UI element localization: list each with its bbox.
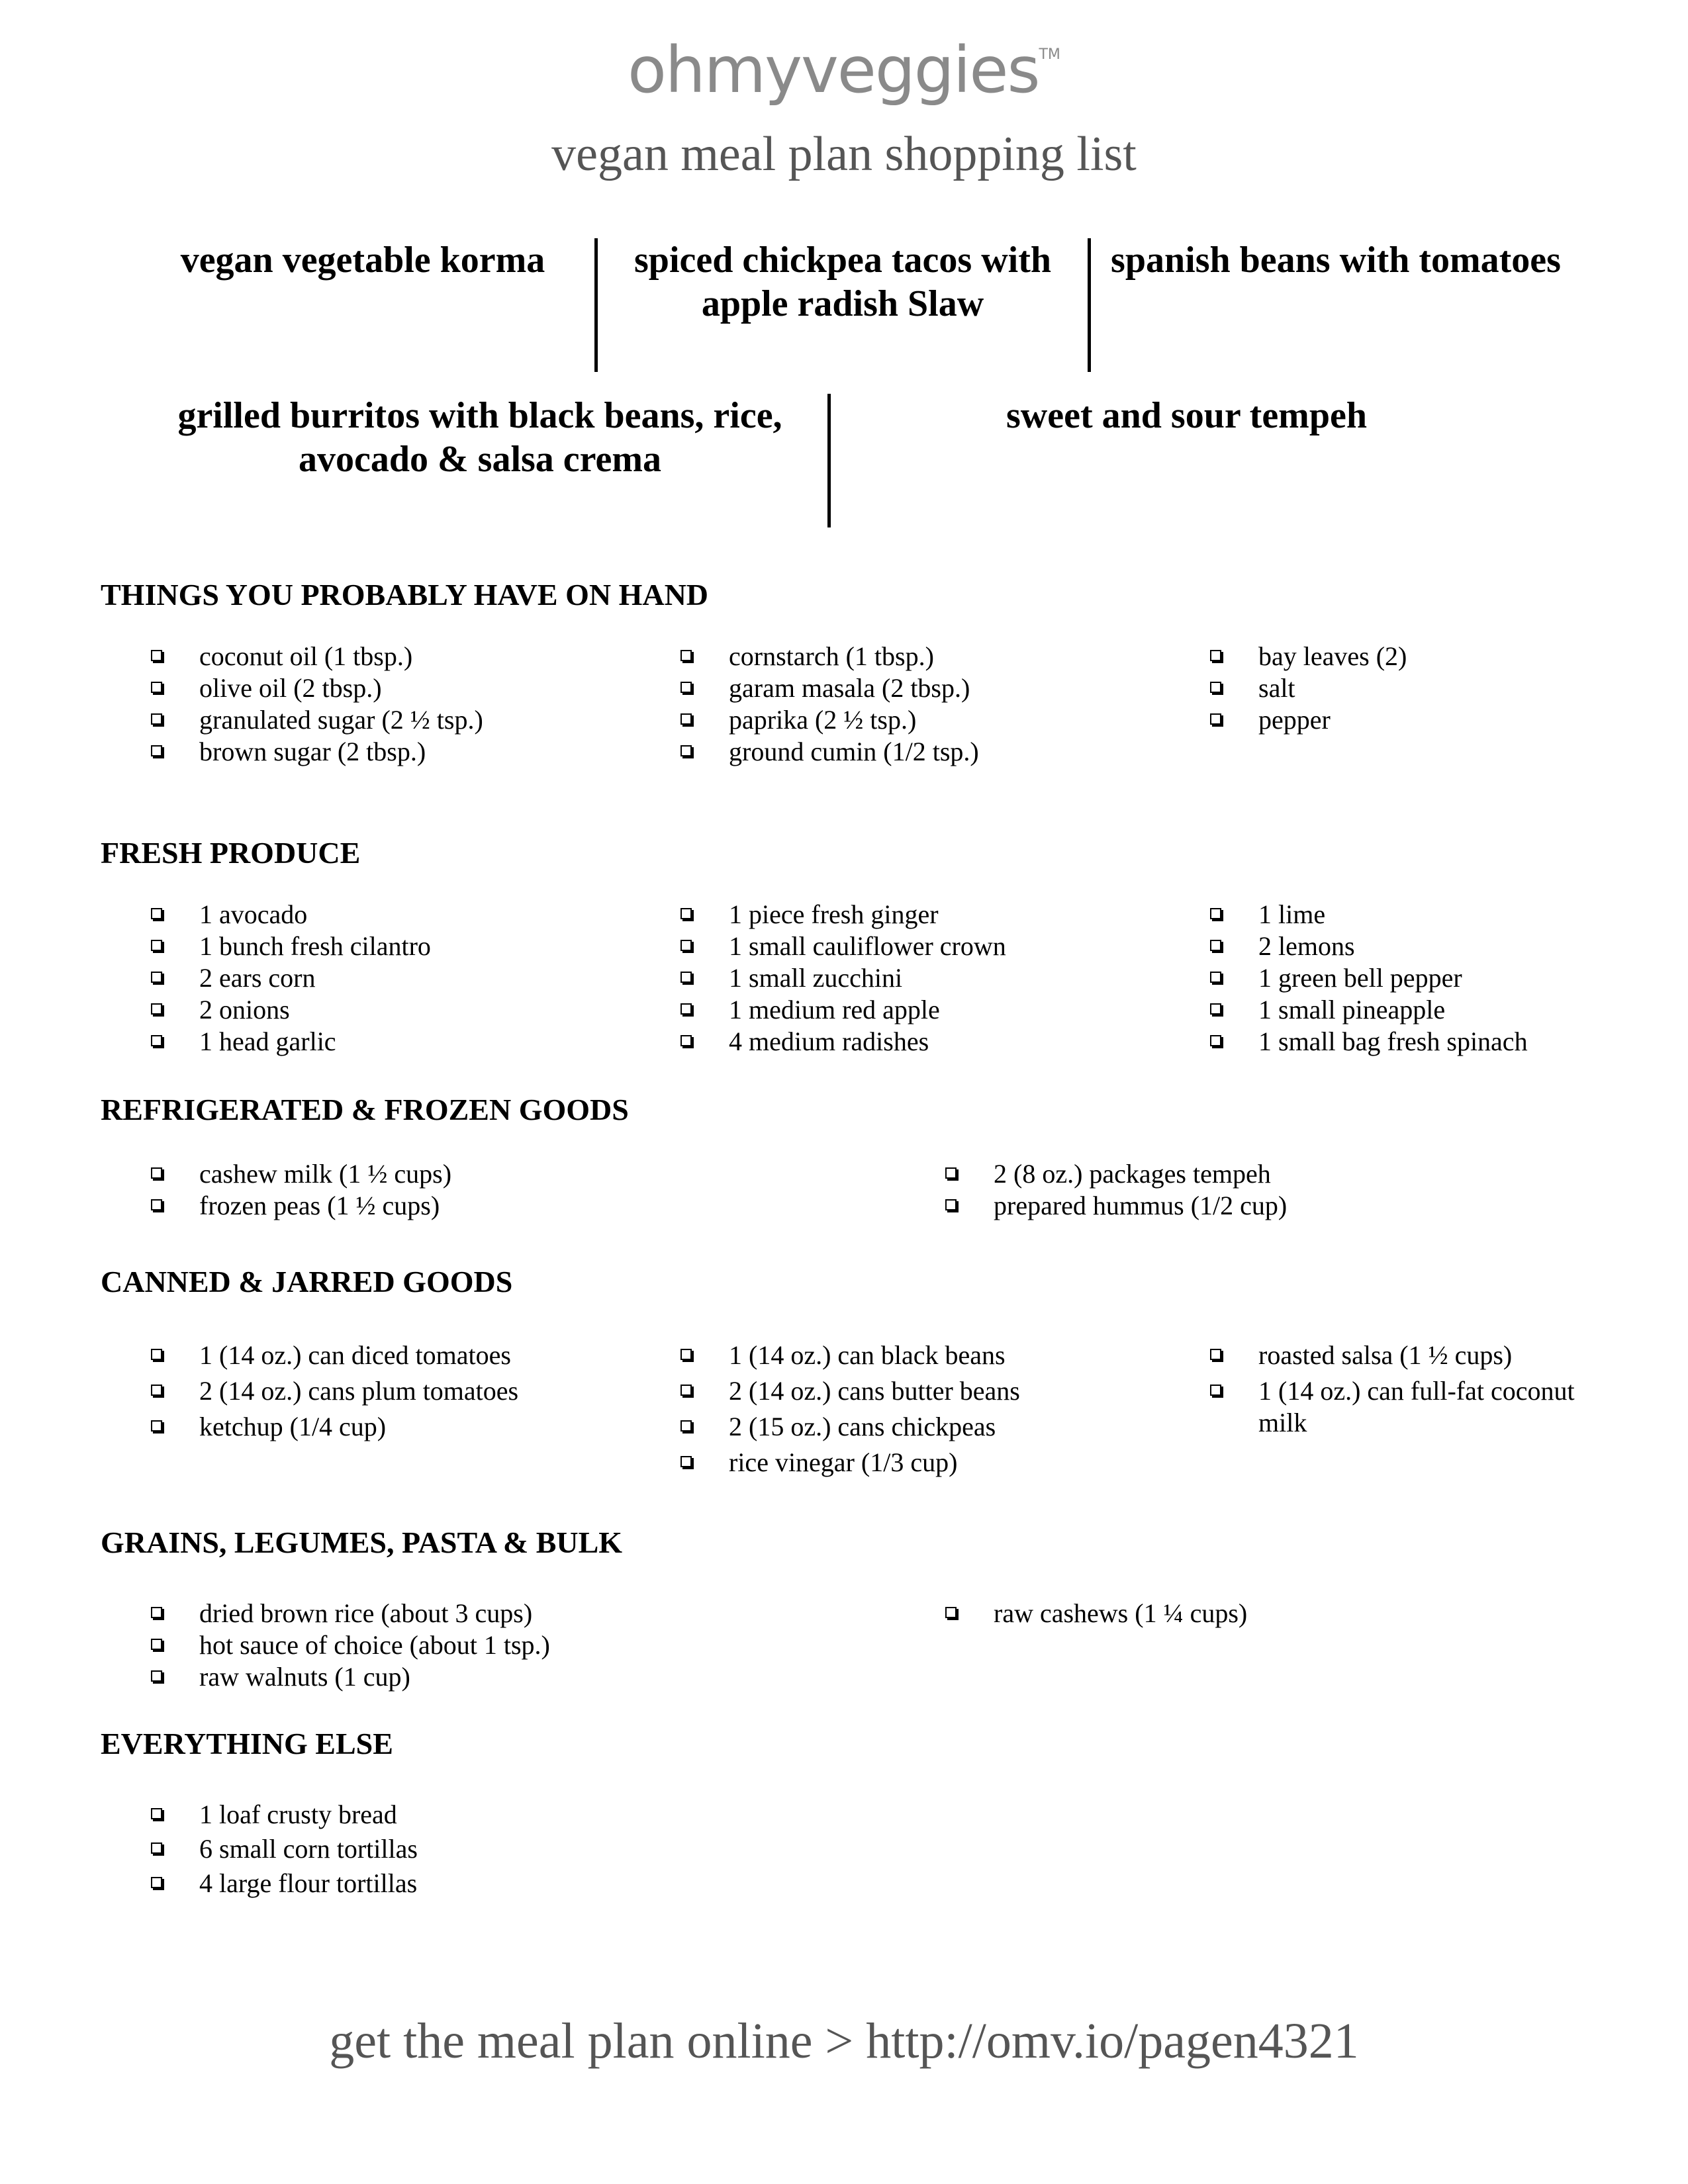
- on-hand-list-col3: [1207, 641, 1631, 736]
- item-label: 2 (8 oz.) packages tempeh: [994, 1159, 1271, 1189]
- canned-list-col3: [1207, 1340, 1618, 1439]
- grains-list-col2: [943, 1598, 1605, 1629]
- section-title-canned: CANNED & JARRED GOODS: [101, 1265, 513, 1298]
- trademark-mark: TM: [1039, 46, 1060, 63]
- list-item: [943, 1190, 1605, 1222]
- item-label: cashew milk (1 ½ cups): [199, 1159, 452, 1189]
- checkbox-icon[interactable]: [151, 1199, 162, 1210]
- checkbox-icon[interactable]: [1210, 650, 1221, 661]
- checkbox-icon[interactable]: [151, 1670, 162, 1682]
- list-item: [678, 736, 1181, 768]
- list-item: [678, 704, 1181, 736]
- checkbox-icon[interactable]: [151, 1607, 162, 1618]
- produce-list-col1: [148, 899, 651, 1058]
- list-item: [1207, 1375, 1618, 1439]
- grains-list-col1: [148, 1598, 876, 1693]
- checkbox-icon[interactable]: [151, 1420, 162, 1432]
- refrigerated-list-col1: [148, 1158, 876, 1222]
- item-label: 1 bunch fresh cilantro: [199, 931, 431, 961]
- list-item: [1207, 962, 1658, 994]
- page-title: vegan meal plan shopping list: [551, 127, 1137, 181]
- item-label: 2 (14 oz.) cans butter beans: [729, 1376, 1020, 1406]
- list-item: [678, 672, 1181, 704]
- section-title-produce: FRESH PRODUCE: [101, 836, 361, 870]
- checkbox-icon[interactable]: [945, 1167, 957, 1179]
- checkbox-icon[interactable]: [680, 908, 692, 919]
- checkbox-icon[interactable]: [680, 972, 692, 983]
- item-label: 1 lime: [1258, 899, 1326, 929]
- item-label: 1 (14 oz.) can full-fat coconut milk: [1258, 1376, 1575, 1437]
- list-item: [678, 1375, 1181, 1407]
- item-label: 1 head garlic: [199, 1026, 336, 1056]
- checkbox-icon[interactable]: [680, 1456, 692, 1467]
- list-item: [1207, 1340, 1618, 1371]
- checkbox-icon[interactable]: [151, 1808, 162, 1819]
- item-label: bay leaves (2): [1258, 641, 1407, 671]
- list-item: [148, 1629, 876, 1661]
- checkbox-icon[interactable]: [1210, 940, 1221, 951]
- checkbox-icon[interactable]: [680, 745, 692, 756]
- list-item: [678, 994, 1181, 1026]
- item-label: 4 large flour tortillas: [199, 1868, 418, 1898]
- checkbox-icon[interactable]: [680, 1035, 692, 1046]
- list-item: [148, 736, 651, 768]
- checkbox-icon[interactable]: [680, 650, 692, 661]
- item-label: 2 onions: [199, 995, 290, 1024]
- meal-title: spanish beans with tomatoes: [1111, 240, 1561, 281]
- checkbox-icon[interactable]: [680, 1385, 692, 1396]
- checkbox-icon[interactable]: [151, 972, 162, 983]
- list-item: [148, 1661, 876, 1693]
- list-item: [678, 1340, 1181, 1371]
- checkbox-icon[interactable]: [1210, 713, 1221, 725]
- list-item: [148, 704, 651, 736]
- list-item: [678, 1447, 1181, 1479]
- list-item: [148, 962, 651, 994]
- checkbox-icon[interactable]: [151, 1167, 162, 1179]
- list-item: [148, 1411, 545, 1443]
- checkbox-icon[interactable]: [680, 713, 692, 725]
- checkbox-icon[interactable]: [1210, 1385, 1221, 1396]
- checkbox-icon[interactable]: [680, 682, 692, 693]
- list-item: [1207, 994, 1658, 1026]
- item-label: raw cashews (1 ¼ cups): [994, 1598, 1248, 1628]
- item-label: 2 (15 oz.) cans chickpeas: [729, 1412, 996, 1441]
- item-label: 1 green bell pepper: [1258, 963, 1462, 993]
- checkbox-icon[interactable]: [1210, 972, 1221, 983]
- checkbox-icon[interactable]: [151, 1877, 162, 1888]
- item-label: garam masala (2 tbsp.): [729, 673, 970, 703]
- item-label: roasted salsa (1 ½ cups): [1258, 1340, 1513, 1370]
- item-label: brown sugar (2 tbsp.): [199, 737, 426, 766]
- meal-plan-link-footer: get the meal plan online > http://omv.io/pagen4321: [329, 2013, 1359, 2069]
- list-item: [1207, 641, 1631, 672]
- checkbox-icon[interactable]: [680, 1420, 692, 1432]
- checkbox-icon[interactable]: [1210, 908, 1221, 919]
- checkbox-icon[interactable]: [151, 1843, 162, 1854]
- checkbox-icon[interactable]: [151, 1003, 162, 1015]
- item-label: dried brown rice (about 3 cups): [199, 1598, 533, 1628]
- produce-list-col3: [1207, 899, 1658, 1058]
- checkbox-icon[interactable]: [151, 745, 162, 756]
- item-label: 1 (14 oz.) can black beans: [729, 1340, 1006, 1370]
- list-item: [148, 1190, 876, 1222]
- list-item: [1207, 672, 1631, 704]
- meal-title: sweet and sour tempeh: [1006, 395, 1367, 436]
- brand-logo: [0, 33, 1688, 107]
- item-label: pepper: [1258, 705, 1331, 735]
- checkbox-icon[interactable]: [1210, 1003, 1221, 1015]
- item-label: 1 piece fresh ginger: [729, 899, 939, 929]
- list-item: [148, 1026, 651, 1058]
- meal-row-2: [132, 394, 1542, 527]
- checkbox-icon[interactable]: [151, 1035, 162, 1046]
- item-label: 2 (14 oz.) cans plum tomatoes: [199, 1376, 519, 1406]
- list-item: [678, 962, 1181, 994]
- item-label: 1 avocado: [199, 899, 308, 929]
- meal-row-1: [131, 238, 1581, 372]
- list-item: [148, 1833, 876, 1865]
- item-label: 1 loaf crusty bread: [199, 1799, 397, 1829]
- section-title-everything-else: EVERYTHING ELSE: [101, 1727, 393, 1760]
- on-hand-list-col1: [148, 641, 651, 768]
- list-item: [148, 1598, 876, 1629]
- list-item: [148, 1340, 545, 1371]
- checkbox-icon[interactable]: [680, 1003, 692, 1015]
- checkbox-icon[interactable]: [945, 1199, 957, 1210]
- canned-list-col2: [678, 1340, 1181, 1479]
- produce-list-col2: [678, 899, 1181, 1058]
- everything-else-list: [148, 1799, 876, 1899]
- list-item: [148, 899, 651, 931]
- checkbox-icon[interactable]: [151, 682, 162, 693]
- list-item: [148, 1868, 876, 1899]
- list-item: [1207, 1026, 1658, 1058]
- item-label: ketchup (1/4 cup): [199, 1412, 387, 1441]
- list-item: [148, 641, 651, 672]
- item-label: 2 ears corn: [199, 963, 316, 993]
- checkbox-icon[interactable]: [151, 650, 162, 661]
- list-item: [148, 994, 651, 1026]
- item-label: 1 medium red apple: [729, 995, 940, 1024]
- item-label: cornstarch (1 tbsp.): [729, 641, 934, 671]
- item-label: ground cumin (1/2 tsp.): [729, 737, 979, 766]
- section-title-grains: GRAINS, LEGUMES, PASTA & BULK: [101, 1525, 623, 1559]
- meal-title: grilled burritos with black beans, rice, avocado & salsa crema: [177, 395, 782, 480]
- item-label: 1 small bag fresh spinach: [1258, 1026, 1528, 1056]
- item-label: 2 lemons: [1258, 931, 1355, 961]
- list-item: [148, 931, 651, 962]
- list-item: [148, 1158, 876, 1190]
- brand-logo-text: ohmyveggies: [628, 33, 1039, 107]
- item-label: paprika (2 ½ tsp.): [729, 705, 917, 735]
- checkbox-icon[interactable]: [151, 1349, 162, 1360]
- item-label: coconut oil (1 tbsp.): [199, 641, 413, 671]
- item-label: 6 small corn tortillas: [199, 1834, 418, 1864]
- list-item: [1207, 899, 1658, 931]
- item-label: granulated sugar (2 ½ tsp.): [199, 705, 483, 735]
- list-item: [1207, 931, 1658, 962]
- on-hand-list-col2: [678, 641, 1181, 768]
- meal-title: vegan vegetable korma: [180, 240, 545, 281]
- section-title-on-hand: THINGS YOU PROBABLY HAVE ON HAND: [101, 578, 709, 612]
- item-label: hot sauce of choice (about 1 tsp.): [199, 1630, 550, 1660]
- list-item: [943, 1158, 1605, 1190]
- list-item: [1207, 704, 1631, 736]
- item-label: olive oil (2 tbsp.): [199, 673, 382, 703]
- checkbox-icon[interactable]: [151, 1639, 162, 1650]
- checkbox-icon[interactable]: [680, 940, 692, 951]
- checkbox-icon[interactable]: [1210, 1035, 1221, 1046]
- item-label: salt: [1258, 673, 1295, 703]
- item-label: 1 small cauliflower crown: [729, 931, 1006, 961]
- checkbox-icon[interactable]: [151, 940, 162, 951]
- checkbox-icon[interactable]: [151, 908, 162, 919]
- checkbox-icon[interactable]: [945, 1607, 957, 1618]
- checkbox-icon[interactable]: [151, 1385, 162, 1396]
- item-label: 1 small zucchini: [729, 963, 903, 993]
- list-item: [678, 1411, 1181, 1443]
- item-label: 1 (14 oz.) can diced tomatoes: [199, 1340, 511, 1370]
- checkbox-icon[interactable]: [680, 1349, 692, 1360]
- item-label: 1 small pineapple: [1258, 995, 1446, 1024]
- item-label: frozen peas (1 ½ cups): [199, 1191, 440, 1220]
- list-item: [148, 672, 651, 704]
- list-item: [678, 1026, 1181, 1058]
- checkbox-icon[interactable]: [1210, 682, 1221, 693]
- list-item: [943, 1598, 1605, 1629]
- canned-list-col1: [148, 1340, 545, 1443]
- item-label: prepared hummus (1/2 cup): [994, 1191, 1288, 1220]
- list-item: [148, 1375, 545, 1407]
- item-label: raw walnuts (1 cup): [199, 1662, 410, 1692]
- list-item: [678, 641, 1181, 672]
- checkbox-icon[interactable]: [1210, 1349, 1221, 1360]
- item-label: rice vinegar (1/3 cup): [729, 1447, 958, 1477]
- list-item: [678, 931, 1181, 962]
- refrigerated-list-col2: [943, 1158, 1605, 1222]
- item-label: 4 medium radishes: [729, 1026, 929, 1056]
- section-title-refrigerated: REFRIGERATED & FROZEN GOODS: [101, 1093, 629, 1126]
- meal-title: spiced chickpea tacos with apple radish Slaw: [634, 240, 1051, 324]
- checkbox-icon[interactable]: [151, 713, 162, 725]
- list-item: [148, 1799, 876, 1831]
- list-item: [678, 899, 1181, 931]
